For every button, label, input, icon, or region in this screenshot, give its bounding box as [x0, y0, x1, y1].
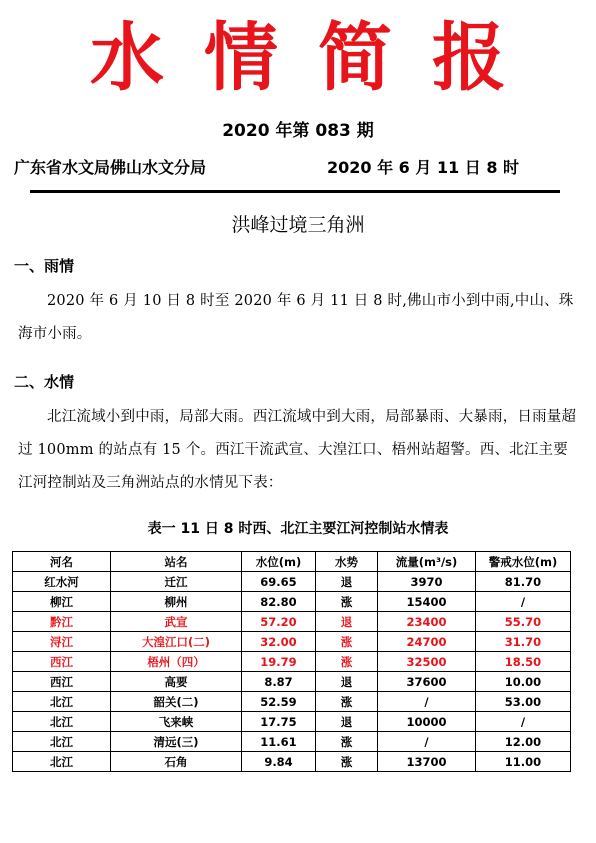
cell-station: 高要 — [111, 672, 242, 692]
cell-discharge: 3970 — [378, 572, 476, 592]
cell-discharge: 24700 — [378, 632, 476, 652]
table-caption: 表一 11 日 8 时西、北江主要江河控制站水情表 — [147, 521, 449, 537]
cell-trend: 退 — [316, 712, 378, 732]
table-row — [13, 672, 571, 692]
cell-water-level: 11.61 — [242, 732, 316, 752]
cell-trend: 退 — [316, 612, 378, 632]
cell-discharge: / — [378, 732, 476, 752]
cell-discharge: 23400 — [378, 612, 476, 632]
cell-warning-level: 11.00 — [476, 752, 571, 772]
table-row — [13, 752, 571, 772]
table-row — [13, 592, 571, 612]
section-heading-rain: 一、雨情 — [14, 257, 75, 275]
header-warning-level: 警戒水位(m) — [476, 552, 571, 572]
cell-water-level: 9.84 — [242, 752, 316, 772]
cell-warning-level: / — [476, 712, 571, 732]
report-banner-title: 水情简报 — [90, 15, 546, 101]
cell-river: 西江 — [13, 652, 111, 672]
water-text: 北江流域小到中雨，局部大雨。西江流域中到大雨，局部暴雨、大暴雨，日雨量超过 100mm 的站点有 15 个。西江干流武宣、大湟江口、梧州站超警。西、北江主要江河控制站及三角洲站点的水情见下表： — [18, 409, 577, 491]
cell-discharge: 13700 — [378, 752, 476, 772]
cell-warning-level: 55.70 — [476, 612, 571, 632]
cell-warning-level: 53.00 — [476, 692, 571, 712]
cell-warning-level: 31.70 — [476, 632, 571, 652]
issue-date: 2020 年 6 月 11 日 8 时 — [327, 158, 520, 177]
issue-number: 2020 年第 083 期 — [222, 121, 374, 141]
cell-trend: 涨 — [316, 632, 378, 652]
cell-trend: 涨 — [316, 652, 378, 672]
table-row-alert — [13, 612, 571, 632]
cell-discharge: 37600 — [378, 672, 476, 692]
article-title: 洪峰过境三角洲 — [231, 214, 365, 236]
cell-warning-level: 81.70 — [476, 572, 571, 592]
header-discharge: 流量(m³/s) — [378, 552, 476, 572]
cell-river: 北江 — [13, 692, 111, 712]
cell-station: 清远(三) — [111, 732, 242, 752]
rain-text: 2020 年 6 月 10 日 8 时至 2020 年 6 月 11 日 8 时,佛山市小到中雨,中山、珠海市小雨。 — [18, 293, 574, 342]
section-heading-water: 二、水情 — [14, 373, 75, 391]
header-station: 站名 — [111, 552, 242, 572]
table-row-alert — [13, 632, 571, 652]
issuing-organization: 广东省水文局佛山水文分局 — [14, 158, 207, 177]
cell-water-level: 52.59 — [242, 692, 316, 712]
cell-water-level: 8.87 — [242, 672, 316, 692]
rain-paragraph — [18, 285, 578, 351]
cell-station: 韶关(二) — [111, 692, 242, 712]
cell-trend: 退 — [316, 672, 378, 692]
cell-warning-level: 12.00 — [476, 732, 571, 752]
cell-river: 北江 — [13, 732, 111, 752]
cell-water-level: 19.79 — [242, 652, 316, 672]
cell-trend: 涨 — [316, 752, 378, 772]
cell-water-level: 69.65 — [242, 572, 316, 592]
cell-discharge: 15400 — [378, 592, 476, 612]
cell-station: 大湟江口(二) — [111, 632, 242, 652]
cell-station: 飞来峡 — [111, 712, 242, 732]
table-row — [13, 712, 571, 732]
cell-water-level: 17.75 — [242, 712, 316, 732]
cell-discharge: 10000 — [378, 712, 476, 732]
header-river: 河名 — [13, 552, 111, 572]
cell-discharge: 32500 — [378, 652, 476, 672]
cell-warning-level: / — [476, 592, 571, 612]
cell-station: 梧州（四） — [111, 652, 242, 672]
cell-station: 柳州 — [111, 592, 242, 612]
cell-river: 北江 — [13, 712, 111, 732]
cell-trend: 涨 — [316, 732, 378, 752]
cell-river: 北江 — [13, 752, 111, 772]
cell-warning-level: 10.00 — [476, 672, 571, 692]
cell-trend: 退 — [316, 572, 378, 592]
cell-station: 迁江 — [111, 572, 242, 592]
cell-water-level: 57.20 — [242, 612, 316, 632]
cell-river: 黔江 — [13, 612, 111, 632]
cell-river: 西江 — [13, 672, 111, 692]
cell-station: 武宣 — [111, 612, 242, 632]
table-header-row — [13, 552, 571, 572]
cell-water-level: 32.00 — [242, 632, 316, 652]
cell-trend: 涨 — [316, 592, 378, 612]
cell-river: 红水河 — [13, 572, 111, 592]
table-row-alert — [13, 652, 571, 672]
cell-water-level: 82.80 — [242, 592, 316, 612]
water-status-table — [12, 551, 571, 772]
water-paragraph — [18, 401, 578, 500]
cell-station: 石角 — [111, 752, 242, 772]
header-water-level: 水位(m) — [242, 552, 316, 572]
table-row — [13, 692, 571, 712]
cell-discharge: / — [378, 692, 476, 712]
cell-trend: 涨 — [316, 692, 378, 712]
cell-river: 浔江 — [13, 632, 111, 652]
header-trend: 水势 — [316, 552, 378, 572]
cell-river: 柳江 — [13, 592, 111, 612]
table-row — [13, 572, 571, 592]
header-divider — [30, 190, 560, 193]
cell-warning-level: 18.50 — [476, 652, 571, 672]
table-row — [13, 732, 571, 752]
